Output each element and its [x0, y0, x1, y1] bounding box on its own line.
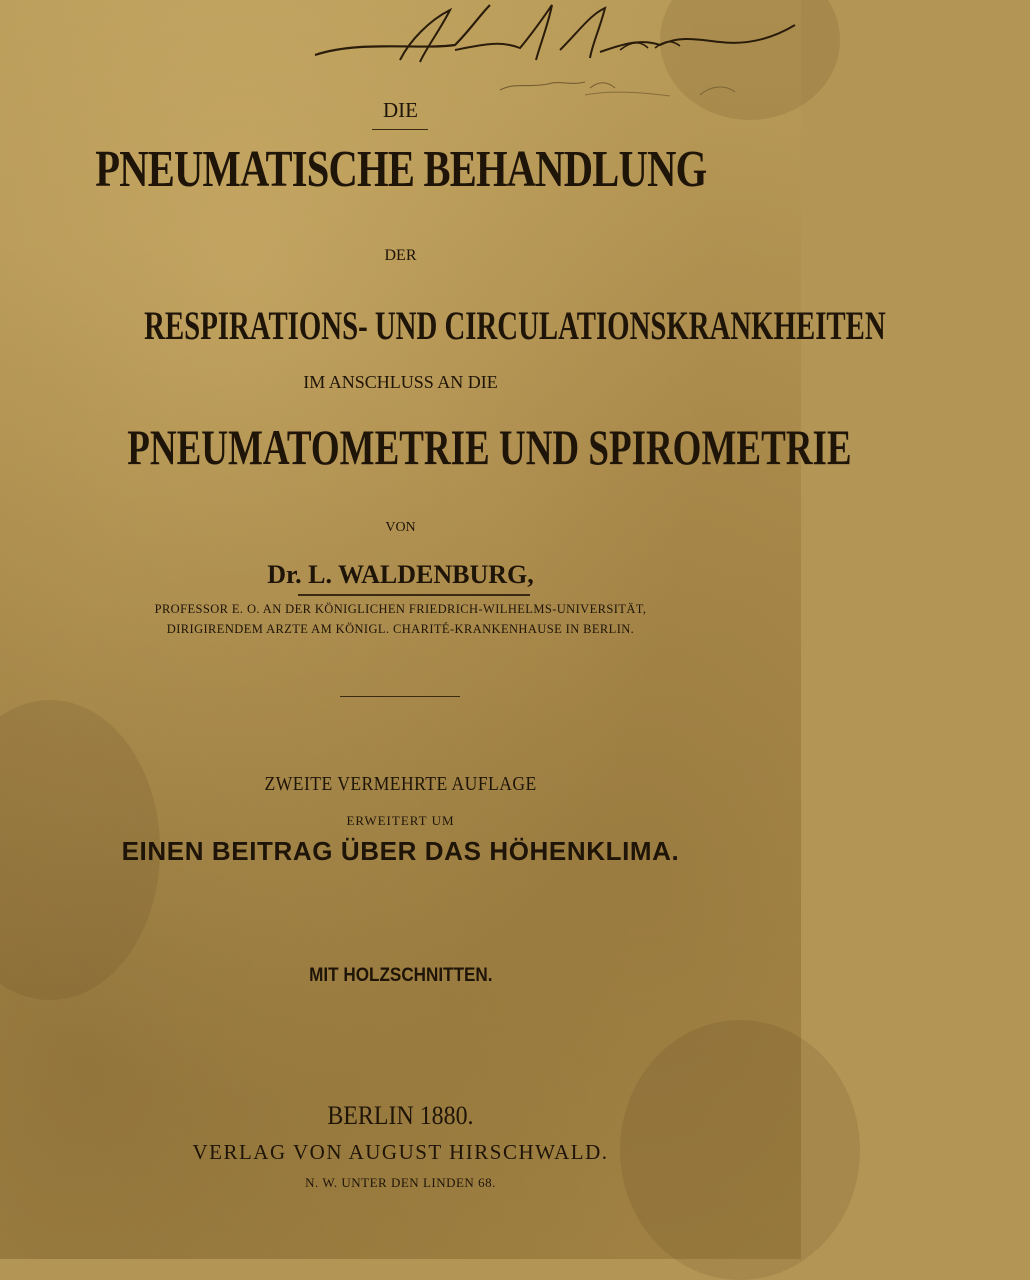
main-title-text: PNEUMATISCHE BEHANDLUNG	[94, 141, 707, 198]
topic-title	[0, 418, 852, 476]
illustrations-note	[0, 965, 801, 987]
supplement-title: EINEN BEITRAG ÜBER DAS HÖHENKLIMA.	[121, 836, 680, 866]
divider	[340, 696, 460, 697]
divider	[372, 129, 428, 130]
author-affiliation-2: DIRIGIRENDEM ARZTE AM KÖNIGL. CHARITÉ-KRANKENHAUSE IN BERLIN.	[166, 622, 635, 636]
topic-title-text: PNEUMATOMETRIE UND SPIROMETRIE	[127, 419, 852, 475]
publisher: VERLAG VON AUGUST HIRSCHWALD.	[192, 1140, 609, 1164]
handwritten-signature	[0, 0, 801, 100]
connector-der: DER	[384, 247, 417, 264]
divider	[298, 594, 530, 596]
main-title	[0, 140, 801, 199]
connector-im-anschluss: IM ANSCHLUSS AN DIE	[303, 372, 498, 392]
subject-title-text: RESPIRATIONS- UND CIRCULATIONSKRANKHEITEN	[144, 303, 886, 348]
edition-statement	[0, 773, 801, 796]
subject-title	[0, 302, 886, 349]
title-article: DIE	[383, 98, 418, 122]
byline-von: VON	[385, 520, 416, 535]
imprint-place-year-text: BERLIN 1880.	[327, 1101, 474, 1130]
illustrations-note-text: MIT HOLZSCHNITTEN.	[308, 965, 493, 986]
publisher-address: N. W. UNTER DEN LINDEN 68.	[305, 1175, 496, 1190]
author-name: Dr. L. WALDENBURG,	[267, 560, 534, 589]
extended-by: ERWEITERT UM	[346, 813, 455, 828]
author-affiliation-1: PROFESSOR E. O. AN DER KÖNIGLICHEN FRIEDRICH-WILHELMS-UNIVERSITÄT,	[154, 602, 647, 616]
imprint-place-year	[0, 1101, 801, 1131]
edition-statement-text: ZWEITE VERMEHRTE AUFLAGE	[264, 773, 537, 795]
